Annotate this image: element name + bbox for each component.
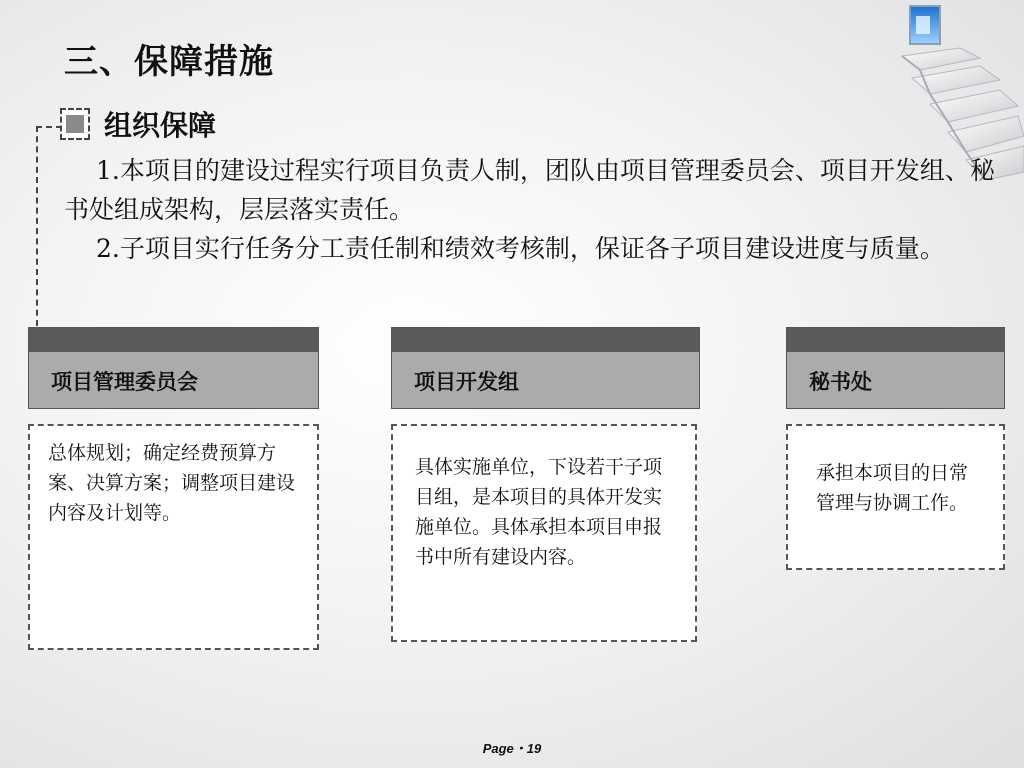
org-description-committee: 总体规划；确定经费预算方案、决算方案；调整项目建设内容及计划等。 xyxy=(28,424,319,650)
section-heading: 组织保障 xyxy=(104,109,217,142)
org-description-secretariat: 承担本项目的日常管理与协调工作。 xyxy=(786,424,1005,570)
org-description-dev-group: 具体实施单位，下设若干子项目组，是本项目的具体开发实施单位。具体承担本项目申报书中所有建设内容。 xyxy=(391,424,697,642)
slide-title: 三、保障措施 xyxy=(64,42,274,82)
org-box-header-bar xyxy=(787,328,1004,352)
page-number: Page・19 xyxy=(482,741,542,756)
paragraph-2 xyxy=(64,229,1004,268)
org-box-header-bar xyxy=(29,328,318,352)
org-box-secretariat xyxy=(786,327,1005,409)
org-box-committee xyxy=(28,327,319,409)
org-box-dev-group xyxy=(391,327,700,409)
org-box-header-bar xyxy=(392,328,699,352)
connector-horizontal-line xyxy=(36,126,62,128)
paragraph-2-text: 2.子项目实行任务分工责任制和绩效考核制，保证各子项目建设进度与质量。 xyxy=(96,234,945,263)
connector-vertical-line xyxy=(36,126,38,326)
org-box-label: 项目管理委员会 xyxy=(51,370,198,394)
paragraph-1-text: 1.本项目的建设过程实行项目负责人制，团队由项目管理委员会、项目开发组、秘书处组成架构，层层落实责任。 xyxy=(64,156,995,224)
paragraph-1 xyxy=(64,151,1004,229)
org-box-label: 秘书处 xyxy=(809,370,872,394)
org-box-label: 项目开发组 xyxy=(414,370,519,394)
bullet-square-icon xyxy=(66,115,84,133)
